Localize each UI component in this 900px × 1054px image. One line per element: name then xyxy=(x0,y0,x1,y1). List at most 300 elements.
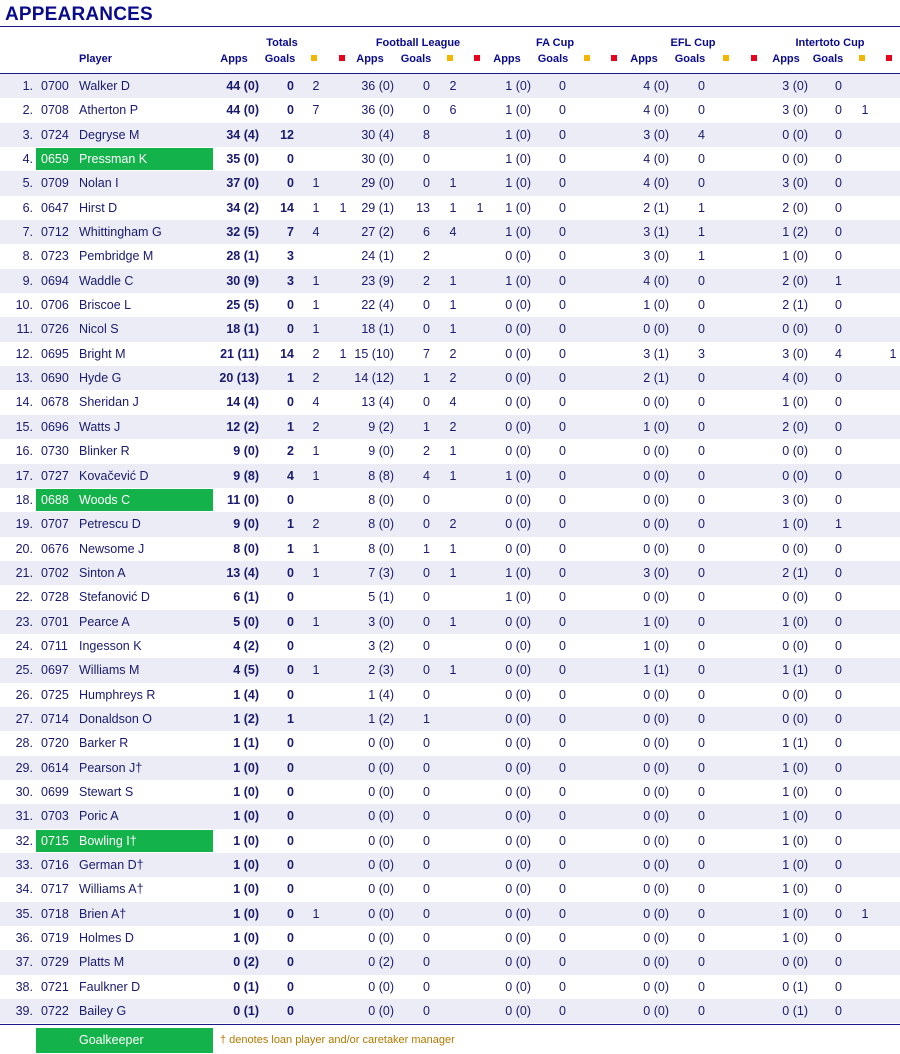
player-name-cell: Ingesson K xyxy=(79,638,142,653)
facup-goals-cell: 0 xyxy=(559,931,566,946)
player-name-cell: Stefanović D xyxy=(79,590,150,605)
facup-apps-cell: 1 (0) xyxy=(505,103,531,118)
totals-goals-cell: 0 xyxy=(287,809,294,824)
table-row xyxy=(0,950,900,974)
red-card-icon xyxy=(474,55,480,61)
player-name-cell: Kovačević D xyxy=(79,468,149,483)
league-red-cell: 1 xyxy=(476,200,484,215)
player-name-cell: Degryse M xyxy=(79,127,140,142)
league-yellow-cell: 1 xyxy=(449,200,457,215)
totals-apps-cell: 9 (0) xyxy=(233,444,259,459)
totals-goals-cell: 0 xyxy=(287,833,294,848)
totals-apps-cell: 1 (0) xyxy=(233,784,259,799)
totals-apps-cell: 44 (0) xyxy=(226,79,259,93)
league-apps-cell: 3 (0) xyxy=(368,614,394,629)
totals-apps-cell: 28 (1) xyxy=(226,249,259,264)
column-header-totals-goals: Goals xyxy=(264,53,296,65)
player-code-cell: 0706 xyxy=(41,298,69,313)
eflcup-apps-cell: 0 (0) xyxy=(643,979,669,994)
rank-cell: 23. xyxy=(15,614,33,629)
facup-apps-cell: 0 (0) xyxy=(505,711,531,726)
table-row xyxy=(0,415,900,439)
column-header-intertoto-apps: Apps xyxy=(772,53,800,65)
player-code-cell: 0717 xyxy=(41,882,69,897)
league-yellow-cell: 1 xyxy=(449,444,457,459)
totals-goals-cell: 0 xyxy=(287,565,294,580)
player-code-cell: 0708 xyxy=(41,103,69,118)
rank-cell: 18. xyxy=(15,492,33,507)
totals-apps-cell: 1 (0) xyxy=(233,931,259,946)
table-row xyxy=(0,147,900,171)
intertoto-apps-cell: 1 (1) xyxy=(782,663,808,678)
totals-goals-cell: 0 xyxy=(287,638,294,653)
intertoto-apps-cell: 2 (0) xyxy=(782,419,808,434)
player-name-cell: Faulkner D xyxy=(79,979,141,994)
league-apps-cell: 5 (1) xyxy=(368,590,394,605)
table-row xyxy=(0,756,900,780)
eflcup-goals-cell: 1 xyxy=(698,249,705,264)
intertoto-apps-cell: 1 (0) xyxy=(782,931,808,946)
intertoto-goals-cell: 0 xyxy=(835,79,842,93)
league-yellow-cell: 2 xyxy=(449,517,457,532)
league-apps-cell: 30 (4) xyxy=(361,127,394,142)
league-goals-cell: 0 xyxy=(423,298,430,313)
facup-apps-cell: 0 (0) xyxy=(505,395,531,410)
facup-goals-cell: 0 xyxy=(559,152,566,167)
table-row xyxy=(0,902,900,926)
player-name-cell: Bright M xyxy=(79,346,126,361)
totals-yellow-cell: 1 xyxy=(312,273,320,288)
eflcup-goals-cell: 0 xyxy=(698,79,705,93)
table-row xyxy=(0,220,900,244)
totals-apps-cell: 34 (4) xyxy=(226,127,259,142)
player-name-cell: Donaldson O xyxy=(79,711,152,726)
group-header-totals: Totals xyxy=(266,37,298,49)
intertoto-goals-cell: 0 xyxy=(835,858,842,872)
rank-cell: 33. xyxy=(15,858,33,872)
rank-cell: 26. xyxy=(15,687,33,702)
totals-goals-cell: 0 xyxy=(287,79,294,93)
totals-goals-cell: 2 xyxy=(287,444,294,459)
table-row xyxy=(0,366,900,390)
eflcup-goals-cell: 0 xyxy=(698,858,705,872)
eflcup-apps-cell: 0 (0) xyxy=(643,541,669,556)
league-apps-cell: 0 (0) xyxy=(368,979,394,994)
yellow-card-icon xyxy=(447,55,453,61)
facup-apps-cell: 0 (0) xyxy=(505,663,531,678)
league-goals-cell: 0 xyxy=(423,784,430,799)
facup-apps-cell: 1 (0) xyxy=(505,200,531,215)
facup-apps-cell: 0 (0) xyxy=(505,736,531,751)
player-code-cell: 0688 xyxy=(41,492,69,507)
totals-apps-cell: 5 (0) xyxy=(233,614,259,629)
totals-apps-cell: 1 (0) xyxy=(233,760,259,775)
rank-cell: 7. xyxy=(22,225,33,240)
eflcup-apps-cell: 3 (0) xyxy=(643,565,669,580)
red-card-icon xyxy=(751,55,757,61)
league-goals-cell: 0 xyxy=(423,833,430,848)
totals-yellow-cell: 1 xyxy=(312,614,320,629)
totals-yellow-cell: 1 xyxy=(312,200,320,215)
column-header-eflcup-apps: Apps xyxy=(630,53,658,65)
totals-apps-cell: 32 (5) xyxy=(226,225,259,240)
totals-apps-cell: 14 (4) xyxy=(226,395,259,410)
league-apps-cell: 8 (0) xyxy=(368,517,394,532)
league-goals-cell: 0 xyxy=(423,395,430,410)
intertoto-goals-cell: 0 xyxy=(835,931,842,946)
table-bottom-divider xyxy=(0,1024,900,1025)
totals-apps-cell: 11 (0) xyxy=(227,492,259,507)
facup-apps-cell: 0 (0) xyxy=(505,444,531,459)
eflcup-apps-cell: 0 (0) xyxy=(643,736,669,751)
intertoto-goals-cell: 0 xyxy=(835,371,842,386)
rank-cell: 36. xyxy=(15,931,33,946)
column-header-facup-apps: Apps xyxy=(493,53,521,65)
facup-goals-cell: 0 xyxy=(559,273,566,288)
league-goals-cell: 1 xyxy=(423,419,430,434)
league-goals-cell: 0 xyxy=(423,931,430,946)
player-code-cell: 0700 xyxy=(41,79,69,93)
player-code-cell: 0715 xyxy=(41,833,69,848)
eflcup-apps-cell: 0 (0) xyxy=(643,322,669,337)
eflcup-goals-cell: 0 xyxy=(698,931,705,946)
table-row xyxy=(0,464,900,488)
player-name-cell: Brien A† xyxy=(79,906,127,921)
intertoto-apps-cell: 1 (0) xyxy=(782,809,808,824)
facup-goals-cell: 0 xyxy=(559,200,566,215)
player-name-cell: Petrescu D xyxy=(79,517,141,532)
league-apps-cell: 8 (8) xyxy=(368,468,394,483)
intertoto-apps-cell: 1 (0) xyxy=(782,395,808,410)
intertoto-apps-cell: 1 (0) xyxy=(782,882,808,897)
facup-goals-cell: 0 xyxy=(559,127,566,142)
eflcup-goals-cell: 0 xyxy=(698,152,705,167)
league-goals-cell: 0 xyxy=(423,979,430,994)
rank-cell: 3. xyxy=(22,127,33,142)
eflcup-goals-cell: 0 xyxy=(698,273,705,288)
league-goals-cell: 0 xyxy=(423,687,430,702)
totals-yellow-cell: 1 xyxy=(312,906,320,921)
eflcup-goals-cell: 0 xyxy=(698,298,705,313)
player-code-cell: 0711 xyxy=(41,638,68,653)
intertoto-apps-cell: 0 (0) xyxy=(782,322,808,337)
intertoto-goals-cell: 0 xyxy=(835,249,842,264)
player-name-cell: Sinton A xyxy=(79,565,126,580)
eflcup-goals-cell: 0 xyxy=(698,590,705,605)
totals-goals-cell: 12 xyxy=(280,127,294,142)
eflcup-goals-cell: 0 xyxy=(698,419,705,434)
totals-goals-cell: 0 xyxy=(287,176,294,191)
intertoto-goals-cell: 0 xyxy=(835,760,842,775)
table-row xyxy=(0,877,900,901)
league-yellow-cell: 1 xyxy=(449,322,457,337)
intertoto-apps-cell: 1 (0) xyxy=(782,249,808,264)
page-title: APPEARANCES xyxy=(5,4,153,25)
facup-goals-cell: 0 xyxy=(559,322,566,337)
player-code-cell: 0728 xyxy=(41,590,69,605)
totals-goals-cell: 0 xyxy=(287,1004,294,1019)
facup-goals-cell: 0 xyxy=(559,541,566,556)
league-goals-cell: 0 xyxy=(423,614,430,629)
intertoto-goals-cell: 0 xyxy=(835,614,842,629)
rank-cell: 15. xyxy=(15,419,33,434)
red-card-icon xyxy=(886,55,892,61)
league-goals-cell: 0 xyxy=(423,760,430,775)
totals-apps-cell: 1 (0) xyxy=(233,906,259,921)
league-yellow-cell: 2 xyxy=(449,79,457,93)
player-code-cell: 0703 xyxy=(41,809,69,824)
intertoto-apps-cell: 2 (1) xyxy=(782,565,808,580)
yellow-card-icon xyxy=(584,55,590,61)
player-name-cell: Hirst D xyxy=(79,200,118,215)
player-name-cell: Williams M xyxy=(79,663,140,678)
intertoto-goals-cell: 0 xyxy=(835,663,842,678)
facup-apps-cell: 0 (0) xyxy=(505,760,531,775)
player-name-cell: Briscoe L xyxy=(79,298,132,313)
totals-goals-cell: 0 xyxy=(287,614,294,629)
eflcup-goals-cell: 0 xyxy=(698,444,705,459)
league-apps-cell: 3 (2) xyxy=(368,638,394,653)
league-yellow-cell: 1 xyxy=(449,565,457,580)
rank-cell: 21. xyxy=(15,565,33,580)
red-card-icon xyxy=(339,55,345,61)
eflcup-apps-cell: 0 (0) xyxy=(643,444,669,459)
rank-cell: 39. xyxy=(15,1004,33,1019)
totals-yellow-cell: 1 xyxy=(312,663,320,678)
rank-cell: 38. xyxy=(15,979,33,994)
facup-goals-cell: 0 xyxy=(559,760,566,775)
facup-apps-cell: 0 (0) xyxy=(505,1004,531,1019)
eflcup-goals-cell: 0 xyxy=(698,882,705,897)
eflcup-apps-cell: 0 (0) xyxy=(643,517,669,532)
column-header-player: Player xyxy=(79,53,113,65)
league-apps-cell: 0 (0) xyxy=(368,906,394,921)
eflcup-apps-cell: 0 (0) xyxy=(643,590,669,605)
league-apps-cell: 24 (1) xyxy=(361,249,394,264)
player-name-cell: Nolan I xyxy=(79,176,119,191)
facup-apps-cell: 0 (0) xyxy=(505,517,531,532)
league-apps-cell: 9 (2) xyxy=(368,419,394,434)
totals-goals-cell: 14 xyxy=(280,346,294,361)
intertoto-apps-cell: 1 (1) xyxy=(782,736,808,751)
intertoto-apps-cell: 0 (1) xyxy=(782,979,808,994)
intertoto-goals-cell: 0 xyxy=(835,200,842,215)
totals-apps-cell: 9 (8) xyxy=(233,468,259,483)
totals-goals-cell: 1 xyxy=(287,517,294,532)
table-row xyxy=(0,731,900,755)
intertoto-goals-cell: 0 xyxy=(835,638,842,653)
league-goals-cell: 0 xyxy=(423,322,430,337)
intertoto-apps-cell: 1 (0) xyxy=(782,858,808,872)
eflcup-goals-cell: 0 xyxy=(698,322,705,337)
intertoto-goals-cell: 0 xyxy=(835,395,842,410)
intertoto-goals-cell: 1 xyxy=(835,273,842,288)
league-apps-cell: 0 (0) xyxy=(368,809,394,824)
table-row xyxy=(0,829,900,853)
player-code-cell: 0726 xyxy=(41,322,69,337)
facup-apps-cell: 1 (0) xyxy=(505,565,531,580)
facup-goals-cell: 0 xyxy=(559,79,566,93)
group-header-efl-cup: EFL Cup xyxy=(670,37,716,49)
league-apps-cell: 1 (4) xyxy=(368,687,394,702)
eflcup-goals-cell: 0 xyxy=(698,541,705,556)
player-name-cell: Poric A xyxy=(79,809,119,824)
totals-goals-cell: 3 xyxy=(287,249,294,264)
eflcup-apps-cell: 0 (0) xyxy=(643,955,669,970)
table-row xyxy=(0,780,900,804)
facup-goals-cell: 0 xyxy=(559,249,566,264)
intertoto-goals-cell: 0 xyxy=(835,127,842,142)
player-code-cell: 0659 xyxy=(41,152,69,167)
table-row xyxy=(0,975,900,999)
intertoto-apps-cell: 1 (2) xyxy=(782,225,808,240)
rank-cell: 25. xyxy=(15,663,33,678)
league-apps-cell: 0 (0) xyxy=(368,784,394,799)
eflcup-goals-cell: 0 xyxy=(698,614,705,629)
player-name-cell: Newsome J xyxy=(79,541,145,556)
league-goals-cell: 1 xyxy=(423,541,430,556)
league-yellow-cell: 1 xyxy=(449,468,457,483)
eflcup-goals-cell: 0 xyxy=(698,809,705,824)
totals-yellow-cell: 4 xyxy=(312,225,320,240)
group-header-football-league: Football League xyxy=(375,37,461,49)
column-header-league-goals: Goals xyxy=(400,53,432,65)
intertoto-goals-cell: 1 xyxy=(835,517,842,532)
intertoto-goals-cell: 0 xyxy=(835,225,842,240)
eflcup-goals-cell: 1 xyxy=(698,200,705,215)
player-code-cell: 0724 xyxy=(41,127,69,142)
facup-goals-cell: 0 xyxy=(559,906,566,921)
table-row xyxy=(0,999,900,1023)
facup-goals-cell: 0 xyxy=(559,444,566,459)
facup-apps-cell: 1 (0) xyxy=(505,273,531,288)
player-code-cell: 0727 xyxy=(41,468,69,483)
column-header-eflcup-goals: Goals xyxy=(674,53,706,65)
intertoto-goals-cell: 4 xyxy=(835,346,842,361)
table-row xyxy=(0,293,900,317)
facup-apps-cell: 0 (0) xyxy=(505,541,531,556)
totals-yellow-cell: 2 xyxy=(312,419,320,434)
totals-apps-cell: 1 (4) xyxy=(233,687,259,702)
intertoto-apps-cell: 1 (0) xyxy=(782,906,808,921)
title-divider xyxy=(0,26,900,27)
eflcup-goals-cell: 0 xyxy=(698,979,705,994)
player-name-cell: Pembridge M xyxy=(79,249,154,264)
intertoto-apps-cell: 0 (0) xyxy=(782,468,808,483)
totals-apps-cell: 8 (0) xyxy=(233,541,259,556)
player-code-cell: 0647 xyxy=(41,200,69,215)
intertoto-apps-cell: 4 (0) xyxy=(782,371,808,386)
intertoto-apps-cell: 1 (0) xyxy=(782,760,808,775)
facup-goals-cell: 0 xyxy=(559,517,566,532)
league-goals-cell: 0 xyxy=(423,492,430,507)
facup-goals-cell: 0 xyxy=(559,638,566,653)
player-name-cell: Barker R xyxy=(79,736,129,751)
totals-apps-cell: 34 (2) xyxy=(226,200,259,215)
totals-apps-cell: 6 (1) xyxy=(233,590,259,605)
facup-goals-cell: 0 xyxy=(559,298,566,313)
rank-cell: 2. xyxy=(22,103,33,118)
league-apps-cell: 30 (0) xyxy=(361,152,394,167)
player-name-cell: Humphreys R xyxy=(79,687,156,702)
facup-apps-cell: 1 (0) xyxy=(505,152,531,167)
facup-goals-cell: 0 xyxy=(559,955,566,970)
totals-apps-cell: 1 (0) xyxy=(233,809,259,824)
league-goals-cell: 0 xyxy=(423,79,430,93)
intertoto-goals-cell: 0 xyxy=(835,419,842,434)
facup-apps-cell: 1 (0) xyxy=(505,590,531,605)
rank-cell: 32. xyxy=(15,833,33,848)
column-header-totals-apps: Apps xyxy=(220,53,248,65)
facup-apps-cell: 0 (0) xyxy=(505,833,531,848)
table-row xyxy=(0,853,900,877)
eflcup-apps-cell: 4 (0) xyxy=(643,273,669,288)
player-code-cell: 0716 xyxy=(41,858,69,872)
yellow-card-icon xyxy=(859,55,865,61)
eflcup-apps-cell: 0 (0) xyxy=(643,492,669,507)
eflcup-goals-cell: 0 xyxy=(698,468,705,483)
league-apps-cell: 29 (0) xyxy=(361,176,394,191)
intertoto-goals-cell: 0 xyxy=(835,906,842,921)
eflcup-goals-cell: 0 xyxy=(698,833,705,848)
league-goals-cell: 0 xyxy=(423,638,430,653)
totals-apps-cell: 21 (11) xyxy=(220,346,259,361)
eflcup-apps-cell: 1 (1) xyxy=(643,663,669,678)
facup-goals-cell: 0 xyxy=(559,784,566,799)
eflcup-apps-cell: 2 (1) xyxy=(643,200,669,215)
intertoto-goals-cell: 0 xyxy=(835,541,842,556)
league-goals-cell: 0 xyxy=(423,152,430,167)
totals-goals-cell: 0 xyxy=(287,931,294,946)
eflcup-apps-cell: 0 (0) xyxy=(643,1004,669,1019)
league-goals-cell: 0 xyxy=(423,103,430,118)
intertoto-goals-cell: 0 xyxy=(835,444,842,459)
league-apps-cell: 0 (0) xyxy=(368,1004,394,1019)
league-apps-cell: 13 (4) xyxy=(361,395,394,410)
rank-cell: 16. xyxy=(15,444,33,459)
facup-apps-cell: 0 (0) xyxy=(505,858,531,872)
player-code-cell: 0695 xyxy=(41,346,69,361)
intertoto-goals-cell: 0 xyxy=(835,687,842,702)
facup-goals-cell: 0 xyxy=(559,492,566,507)
red-card-icon xyxy=(611,55,617,61)
totals-red-cell: 1 xyxy=(339,200,347,215)
totals-apps-cell: 13 (4) xyxy=(226,565,259,580)
table-row xyxy=(0,585,900,609)
intertoto-apps-cell: 1 (0) xyxy=(782,614,808,629)
table-row xyxy=(0,512,900,536)
player-code-cell: 0719 xyxy=(41,931,69,946)
intertoto-apps-cell: 3 (0) xyxy=(782,103,808,118)
facup-goals-cell: 0 xyxy=(559,736,566,751)
facup-apps-cell: 0 (0) xyxy=(505,784,531,799)
table-row xyxy=(0,342,900,366)
eflcup-apps-cell: 0 (0) xyxy=(643,468,669,483)
league-goals-cell: 0 xyxy=(423,565,430,580)
intertoto-apps-cell: 0 (0) xyxy=(782,590,808,605)
rank-cell: 13. xyxy=(15,371,33,386)
facup-goals-cell: 0 xyxy=(559,395,566,410)
facup-apps-cell: 0 (0) xyxy=(505,614,531,629)
eflcup-goals-cell: 0 xyxy=(698,492,705,507)
player-name-cell: Sheridan J xyxy=(79,395,139,410)
table-row xyxy=(0,123,900,147)
eflcup-apps-cell: 4 (0) xyxy=(643,79,669,93)
rank-cell: 35. xyxy=(15,906,33,921)
facup-goals-cell: 0 xyxy=(559,858,566,872)
totals-yellow-cell: 2 xyxy=(312,346,320,361)
totals-apps-cell: 0 (1) xyxy=(233,979,259,994)
